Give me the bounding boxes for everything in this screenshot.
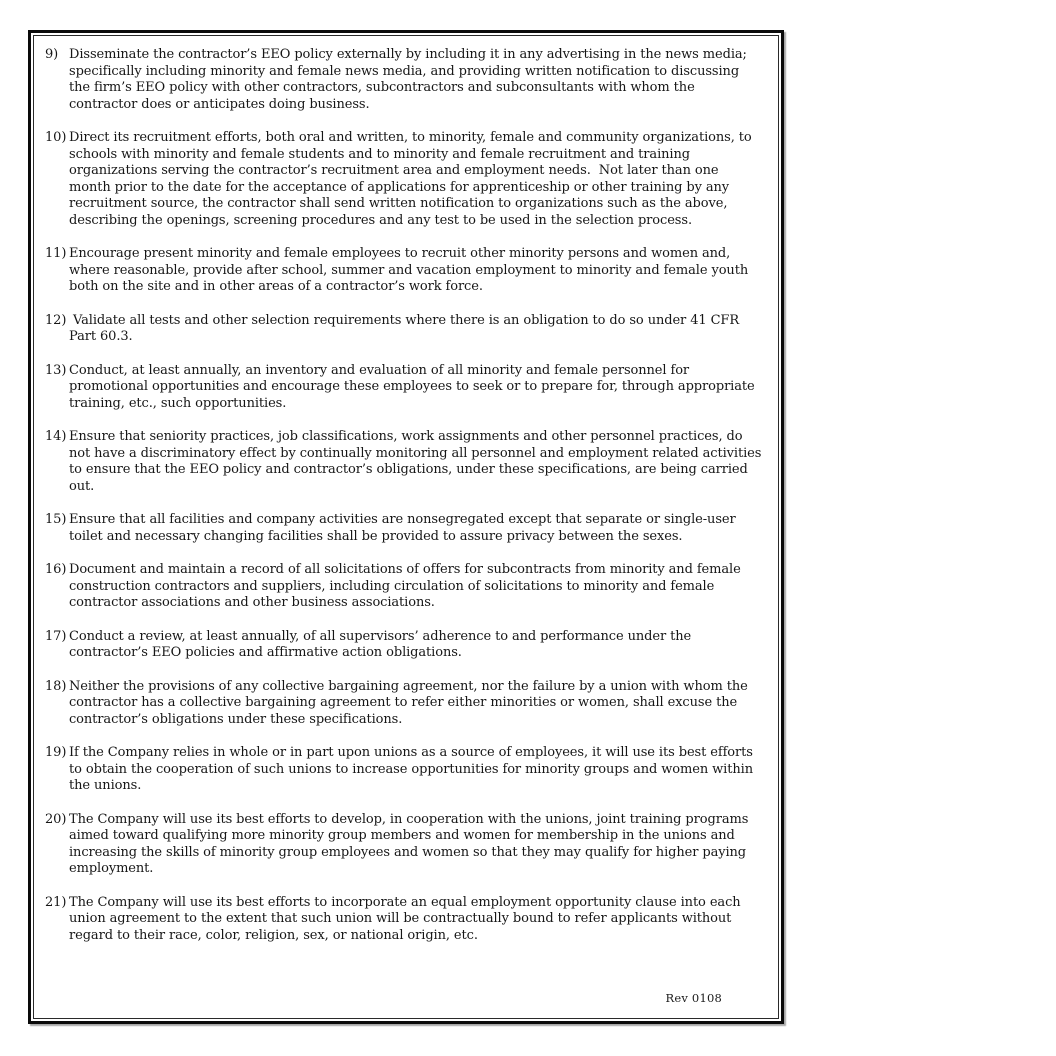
- list-item-11: [43, 246, 764, 296]
- list-item-21: [43, 895, 764, 945]
- numbered-list: [43, 47, 764, 944]
- item-text: If the Company relies in whole or in part upon unions as a source of employees, it will use its best efforts to obtain the cooperation of such unions to increase opportunities for minority groups and women within the unions.: [69, 745, 753, 793]
- list-item-16: [43, 562, 764, 612]
- item-number: 11): [45, 246, 67, 261]
- item-number: 15): [45, 512, 67, 527]
- item-number: 9): [45, 47, 59, 62]
- item-text: Conduct a review, at least annually, of all supervisors’ adherence to and performance under the contractor’s EEO policies and affirmative action obligations.: [69, 628, 692, 660]
- item-text: Document and maintain a record of all solicitations of offers for subcontracts from minority and female construction contractors and suppliers, including circulation of solicitations to minority and female contractor associations and other business associations.: [69, 562, 741, 610]
- item-text: The Company will use its best efforts to develop, in cooperation with the unions, joint training programs aimed toward qualifying more minority group members and women for membership in the unions and increasing the skills of minority group employees and women so that they may qualify for higher paying employment.: [69, 811, 749, 876]
- item-text: Conduct, at least annually, an inventory and evaluation of all minority and female personnel for promotional opportunities and encourage these employees to seek or to prepare for, through appropriate training, etc., such opportunities.: [69, 362, 755, 411]
- item-number: 21): [45, 894, 67, 910]
- list-item-13: [43, 363, 764, 413]
- item-text: Encourage present minority and female employees to recruit other minority persons and women and, where reasonable, provide after school, summer and vacation employment to minority and female youth both on the site and in other areas of a contractor’s work force.: [69, 246, 749, 294]
- item-number: 10): [45, 130, 67, 145]
- item-text: Ensure that all facilities and company activities are nonsegregated except that separate or single-user toilet and necessary changing facilities shall be provided to assure privacy between the sexes.: [69, 512, 736, 544]
- list-item-12: [43, 313, 764, 346]
- list-item-14: [43, 429, 764, 495]
- item-text: Neither the provisions of any collective bargaining agreement, nor the failure by a union with whom the contractor has a collective bargaining agreement to refer either minorities or women, shall excuse the contractor’s obligations under these specifications.: [69, 678, 748, 727]
- item-number: 13): [45, 362, 67, 378]
- list-item-19: [43, 745, 764, 795]
- page-inner-border: [33, 35, 779, 1019]
- item-number: 18): [45, 678, 67, 694]
- item-number: 12): [45, 312, 67, 328]
- item-text: The Company will use its best efforts to incorporate an equal employment opportunity clause into each union agreement to the extent that such union will be contractually bound to refer applicants without regard to their race, color, religion, sex, or national origin, etc.: [69, 894, 741, 943]
- item-text: Direct its recruitment efforts, both oral and written, to minority, female and community organizations, to schools with minority and female students and to minority and female recruitment and training organizations serving the contractor’s recruitment area and employment needs. Not later than one month prior to the date for the acceptance of applications for apprenticeship or other training by any recruitment source, the contractor shall send written notification to organizations such as the above, describing the openings, screening procedures and any test to be used in the selection process.: [69, 130, 752, 228]
- item-number: 20): [45, 811, 67, 827]
- list-item-17: [43, 629, 764, 662]
- list-item-15: [43, 512, 764, 545]
- list-item-10: [43, 130, 764, 229]
- item-text: Disseminate the contractor’s EEO policy externally by including it in any advertising in the news media; specifically including minority and female news media, and providing written notification to discussing the firm’s EEO policy with other contractors, subcontractors and subconsultants with whom the contractor does or anticipates doing business.: [69, 47, 747, 112]
- document-page: [28, 30, 784, 1024]
- list-item-9: [43, 47, 764, 113]
- item-text: Ensure that seniority practices, job classifications, work assignments and other personnel practices, do not have a discriminatory effect by continually monitoring all personnel and employment related activities to ensure that the EEO policy and contractor’s obligations, under these specifications, are being carried out.: [69, 429, 762, 494]
- item-text: Validate all tests and other selection requirements where there is an obligation to do so under 41 CFR Part 60.3.: [69, 312, 740, 344]
- revision-footer: Rev 0108: [665, 991, 722, 1005]
- item-number: 16): [45, 562, 67, 577]
- item-number: 14): [45, 429, 67, 444]
- list-item-20: [43, 812, 764, 878]
- list-item-18: [43, 679, 764, 729]
- item-number: 19): [45, 745, 67, 760]
- item-number: 17): [45, 628, 67, 644]
